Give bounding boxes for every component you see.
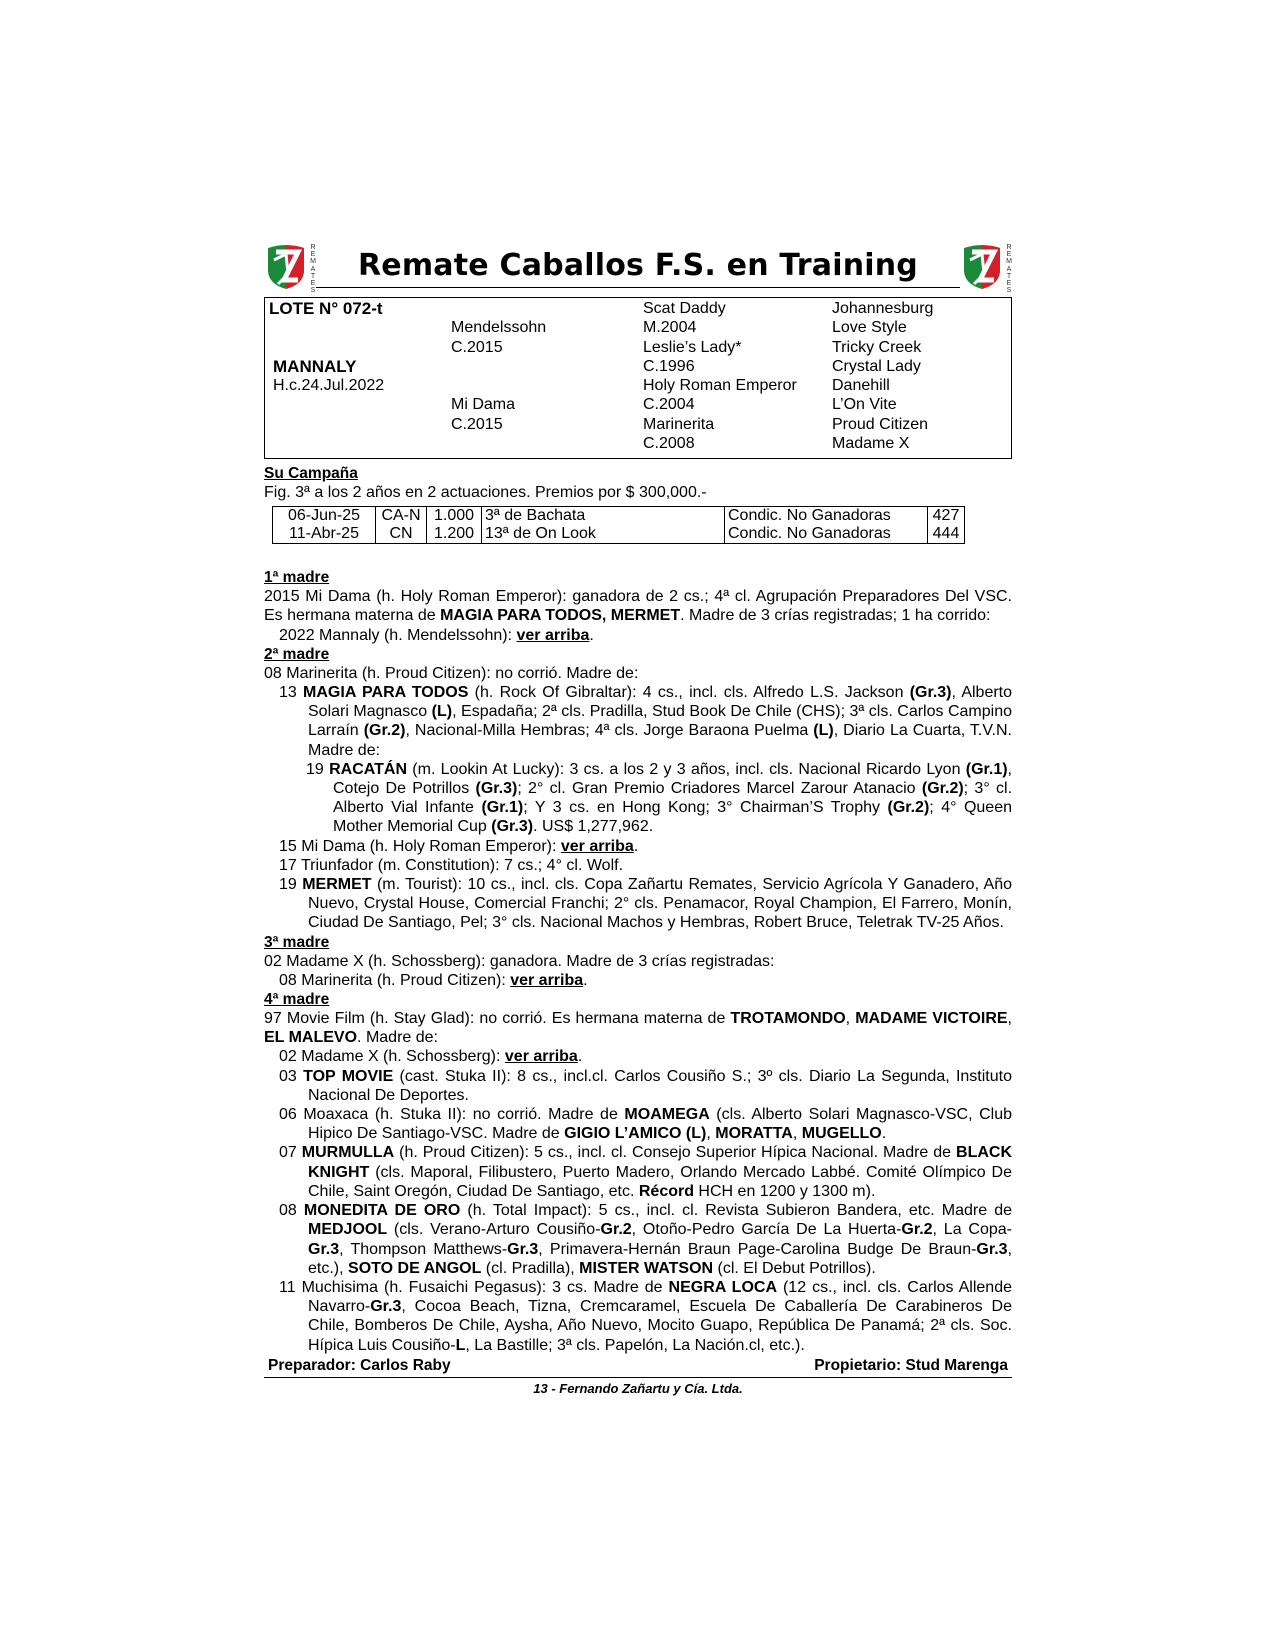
grandparent-info: M.2004 bbox=[643, 319, 697, 337]
great-grandparent: Madame X bbox=[832, 435, 910, 453]
third-dam-foal: 08 Marinerita (h. Proud Citizen): ver arriba. bbox=[279, 971, 588, 989]
race-date: 06-Jun-25 bbox=[287, 507, 361, 525]
race-date: 11-Abr-25 bbox=[289, 525, 359, 543]
grandparent-name: Holy Roman Emperor bbox=[643, 377, 797, 395]
sire-info: C.2015 bbox=[451, 338, 503, 356]
remates-vertical-text: R E M A T E S bbox=[310, 244, 316, 295]
document-header bbox=[264, 244, 1012, 294]
fourth-dam-intro: 97 Movie Film (h. Stay Glad): no corrió. Es hermana materna de TROTAMONDO, MADAME VICTOIRE, EL MALEVO. Madre de: bbox=[264, 1010, 1012, 1047]
second-dam-offspring: 15 Mi Dama (h. Holy Roman Emperor): ver arriba. bbox=[279, 837, 639, 855]
great-grandparent: Love Style bbox=[832, 319, 907, 337]
grand-offspring: 19 RACATÁN (m. Lookin At Lucky): 3 cs. a los 2 y 3 años, incl. cls. Nacional Ricardo Lyon (Gr.1), Cotejo De Potrillos (Gr.3); 2° cl. Gran Premio Criadores Marcel Zarour Atanacio (Gr.2); 3° cl. Alberto Vial Infante (Gr.1); Y 3 cs. en Hong Kong; 3° Chairman’S Trophy (Gr.2); 4° Queen Mother Memorial Cup (Gr.3). US$ 1,277,962. bbox=[306, 760, 1013, 836]
fourth-dam-offspring: 11 Muchisima (h. Fusaichi Pegasus): 3 cs. Madre de NEGRA LOCA (12 cs., incl. cls. Carlos Allende Navarro-Gr.3, Cocoa Beach, Tizna, Cremcaramel, Escuela De Caballería De Carabineros De Chile, Bomberos De Chile, Aysha, Año Nuevo, Mocito Guapo, República De Panamá; 2ª cls. Soc. Hípica Luis Cousiño-L, La Bastille; 3ª cls. Papelón, La Nación.cl, etc.). bbox=[279, 1278, 1012, 1354]
zanartu-logo-mark bbox=[264, 244, 308, 290]
trainer: Preparador: Carlos Raby bbox=[268, 1356, 451, 1374]
grandparent-name: Scat Daddy bbox=[643, 300, 726, 317]
second-dam-heading: 2ª madre bbox=[264, 645, 330, 663]
race-distance: 1.000 bbox=[427, 507, 482, 526]
second-dam-offspring: 13 MAGIA PARA TODOS (h. Rock Of Gibraltar): 4 cs., incl. cls. Alfredo L.S. Jackson (Gr.3), Alberto Solari Magnasco (L), Espadaña; 2ª cls. Pradilla, Stud Book De Chile (CHS); 3ª cls. Carlos Campino Larraín (Gr.2), Nacional-Milla Hembras; 4ª cls. Jorge Baraona Puelma (L), Diario La Cuarta, T.V.N. Madre de: bbox=[279, 684, 1013, 759]
pedigree-col-horse bbox=[269, 299, 439, 395]
ver-arriba-link[interactable]: ver arriba bbox=[510, 971, 584, 989]
dam-name: Mi Dama bbox=[451, 396, 516, 414]
zanartu-logo-mark bbox=[960, 244, 1004, 290]
fourth-dam-heading: 4ª madre bbox=[264, 991, 330, 1009]
great-grandparent: Tricky Creek bbox=[832, 338, 922, 356]
race-track: CA-N bbox=[376, 507, 427, 526]
race-condition: Condic. No Ganadoras bbox=[725, 507, 928, 526]
fourth-dam-offspring: 06 Moaxaca (h. Stuka II): no corrió. Madre de MOAMEGA (cls. Alberto Solari Magnasco-VSC, Club Hipico De Santiago-VSC. Madre de GIGIO L’AMICO (L), MORATTA, MUGELLO. bbox=[279, 1106, 1013, 1143]
second-dam-intro: 08 Marinerita (h. Proud Citizen): no corrió. Madre de: bbox=[264, 664, 639, 682]
pedigree-box bbox=[264, 297, 1012, 459]
grandparent-info: C.2004 bbox=[643, 396, 695, 414]
race-distance: 1.200 bbox=[427, 525, 482, 544]
page-title: Remate Caballos F.S. en Training bbox=[358, 248, 918, 283]
zanartu-remates-logo-right bbox=[960, 244, 1012, 295]
campaign-heading: Su Campaña bbox=[264, 465, 358, 482]
owner: Propietario: Stud Marenga bbox=[814, 1356, 1008, 1374]
ver-arriba-link[interactable]: ver arriba bbox=[516, 626, 590, 644]
race-condition: Condic. No Ganadoras bbox=[725, 525, 928, 544]
trainer-owner-line bbox=[264, 1356, 1012, 1375]
horse-foaled: H.c.24.Jul.2022 bbox=[273, 377, 385, 395]
race-position: 3ª de Bachata bbox=[482, 507, 725, 526]
pedigree-col-great-grandparents bbox=[832, 299, 1007, 453]
great-grandparent: Johannesburg bbox=[832, 300, 934, 317]
fourth-dam-offspring: 08 MONEDITA DE ORO (h. Total Impact): 5 cs., incl. cl. Revista Subieron Bandera, etc. Madre de MEDJOOL (cls. Verano-Arturo Cousiño-Gr.2, Otoño-Pedro García De La Huerta-Gr.2, La Copa-Gr.3, Thompson Matthews-Gr.3, Primavera-Hernán Braun Page-Carolina Budge De Braun-Gr.3, etc.), SOTO DE ANGOL (cl. Pradilla), MISTER WATSON (cl. El Debut Potrillos). bbox=[279, 1202, 1013, 1277]
page-footer: 13 - Fernando Zañartu y Cía. Ltda. bbox=[533, 1380, 743, 1396]
grandparent-name: Leslie’s Lady* bbox=[643, 338, 742, 356]
ver-arriba-link[interactable]: ver arriba bbox=[560, 837, 634, 855]
race-position: 13ª de On Look bbox=[482, 525, 725, 544]
second-dam-offspring: 19 MERMET (m. Tourist): 10 cs., incl. cls. Copa Zañartu Remates, Servicio Agrícola Y Ganadero, Año Nuevo, Crystal House, Comercial Franchi; 2° cls. Penamacor, Royal Champion, El Farrero, Monín, Ciudad De Santiago, Pel; 3° cls. Nacional Machos y Hembras, Robert Bruce, Teletrak TV-25 Años. bbox=[279, 876, 1013, 932]
first-dam-foal: 2022 Mannaly (h. Mendelssohn): ver arriba. bbox=[279, 626, 594, 644]
fourth-dam-offspring: 03 TOP MOVIE (cast. Stuka II): 8 cs., incl.cl. Carlos Cousiño S.; 3º cls. Diario La Segunda, Instituto Nacional De Deportes. bbox=[279, 1067, 1012, 1104]
header-rule bbox=[316, 287, 960, 288]
sire-name: Mendelssohn bbox=[451, 319, 547, 337]
race-number: 444 bbox=[928, 525, 965, 544]
race-table bbox=[272, 506, 965, 544]
first-dam-section bbox=[264, 568, 1012, 1355]
document-page bbox=[264, 244, 1012, 1396]
grandparent-info: C.2008 bbox=[643, 435, 695, 453]
table-row bbox=[273, 525, 965, 544]
first-dam-heading: 1ª madre bbox=[264, 569, 330, 587]
zanartu-remates-logo bbox=[264, 244, 316, 295]
horse-name: MANNALY bbox=[273, 356, 357, 376]
race-track: CN bbox=[376, 525, 427, 544]
great-grandparent: Crystal Lady bbox=[832, 357, 921, 375]
fourth-dam-offspring: 07 MURMULLA (h. Proud Citizen): 5 cs., incl. cl. Consejo Superior Hípica Nacional. Madre de BLACK KNIGHT (cls. Maporal, Filibustero, Puerto Madero, Orlando Mercado Labbé. Comité Olímpico De Chile, Saint Oregón, Ciudad De Santiago, etc. Récord HCH en 1200 y 1300 m). bbox=[279, 1144, 1013, 1200]
third-dam-intro: 02 Madame X (h. Schossberg): ganadora. Madre de 3 crías registradas: bbox=[264, 952, 775, 970]
lot-number: LOTE N° 072-t bbox=[269, 299, 383, 318]
ver-arriba-link[interactable]: ver arriba bbox=[504, 1048, 578, 1066]
grandparent-info: C.1996 bbox=[643, 357, 695, 375]
campaign-summary: Fig. 3ª a los 2 años en 2 actuaciones. Premios por $ 300,000.- bbox=[264, 484, 707, 501]
great-grandparent: Danehill bbox=[832, 377, 890, 395]
great-grandparent: Proud Citizen bbox=[832, 415, 929, 433]
great-grandparent: L’On Vite bbox=[832, 396, 897, 414]
campaign-section bbox=[264, 464, 1012, 544]
second-dam-offspring: 17 Triunfador (m. Constitution): 7 cs.; 4° cl. Wolf. bbox=[279, 856, 624, 874]
grandparent-name: Marinerita bbox=[643, 415, 715, 433]
dam-info: C.2015 bbox=[451, 415, 503, 433]
pedigree-col-parents bbox=[451, 299, 631, 434]
remates-vertical-text: R E M A T E S bbox=[1006, 244, 1012, 295]
table-row bbox=[273, 507, 965, 526]
pedigree-col-grandparents bbox=[643, 299, 828, 453]
first-dam-intro: 2015 Mi Dama (h. Holy Roman Emperor): ganadora de 2 cs.; 4ª cl. Agrupación Preparadores Del VSC. Es hermana materna de MAGIA PARA TODOS, MERMET. Madre de 3 crías registradas; 1 ha corrido: bbox=[264, 588, 1012, 625]
race-number: 427 bbox=[928, 507, 965, 526]
third-dam-heading: 3ª madre bbox=[264, 933, 330, 951]
fourth-dam-offspring: 02 Madame X (h. Schossberg): ver arriba. bbox=[279, 1048, 583, 1066]
footer-rule bbox=[264, 1377, 1012, 1378]
